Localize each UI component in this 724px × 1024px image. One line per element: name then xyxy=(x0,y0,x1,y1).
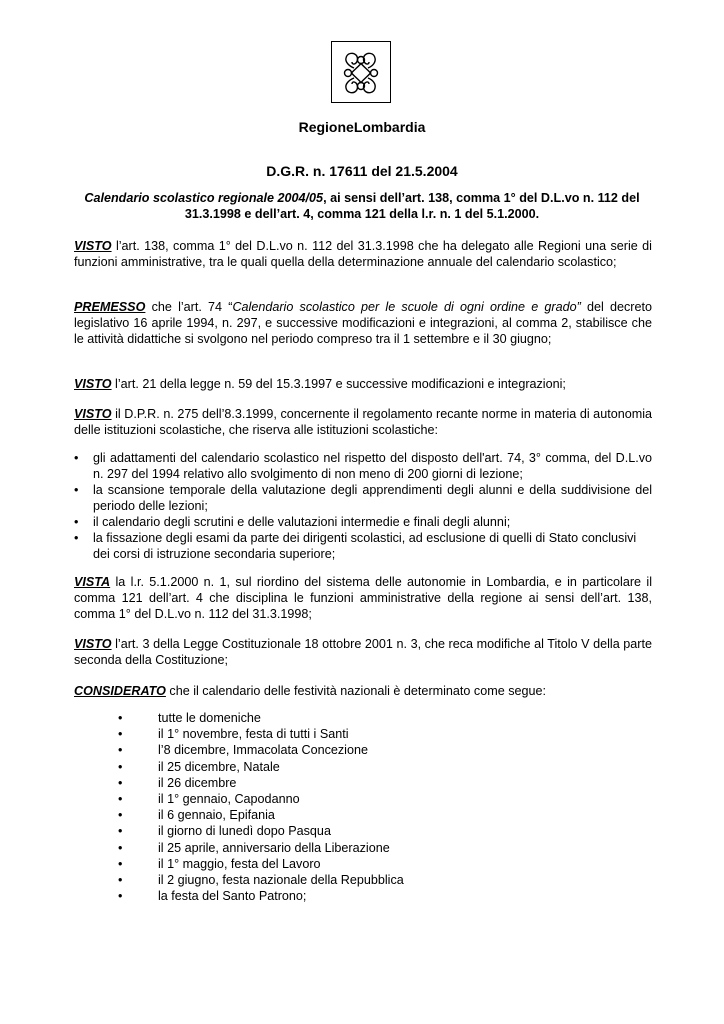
holiday-item xyxy=(118,840,618,856)
bullet: • xyxy=(118,727,123,742)
paragraph-text: la l.r. 5.1.2000 n. 1, sul riordino del sistema delle autonomie in Lombardia, e in particolare il comma 121 dell’art. 4 che disciplina le funzioni amministrative della regione ai sensi dell’art. 138, comma 1° del D.L.vo n. 112 del 31.3.1998; xyxy=(74,575,652,621)
bullet: • xyxy=(118,873,123,888)
paragraph-keyword: VISTO xyxy=(74,377,112,391)
list-item-text: la fissazione degli esami da parte dei dirigenti scolastici, ad esclusione di quelli di Stato conclusivi dei corsi di istruzione secondaria superiore; xyxy=(93,531,637,561)
holiday-text: tutte le domeniche xyxy=(158,711,261,725)
paragraph-considerato xyxy=(74,683,652,699)
paragraph-keyword: VISTO xyxy=(74,239,112,253)
paragraph-premesso xyxy=(74,299,652,347)
holiday-item xyxy=(118,775,618,791)
bullet: • xyxy=(118,711,123,725)
document-subject xyxy=(78,190,646,222)
holiday-item xyxy=(118,807,618,823)
paragraph-keyword: VISTO xyxy=(74,637,112,651)
holiday-text: la festa del Santo Patrono; xyxy=(158,889,307,904)
bullet: • xyxy=(118,856,123,871)
bullet: • xyxy=(118,759,123,774)
list-item-text: la scansione temporale della valutazione degli apprendimenti degli alunni e della suddivisione del periodo delle lezioni; xyxy=(93,483,652,513)
holiday-item xyxy=(118,856,618,872)
bullet: • xyxy=(74,531,79,545)
bullet: • xyxy=(74,515,79,529)
paragraph-keyword: PREMESSO xyxy=(74,300,146,314)
paragraph-visto-2 xyxy=(74,376,652,392)
paragraph-visto-1 xyxy=(74,238,652,270)
list-item-text: gli adattamenti del calendario scolastico nel rispetto del disposto dell'art. 74, 3° comma, del D.L.vo n. 297 del 1994 relativo allo svolgimento di non meno di 200 giorni di lezione; xyxy=(93,451,652,481)
bullet: • xyxy=(118,824,123,839)
holiday-item xyxy=(118,823,618,839)
paragraph-text: che il calendario delle festività nazionali è determinato come segue: xyxy=(165,684,547,698)
paragraph-italic: Calendario scolastico per le scuole di ogni ordine e grado” xyxy=(232,300,581,314)
holiday-item xyxy=(118,759,618,775)
paragraph-visto-3 xyxy=(74,406,652,438)
list-item xyxy=(74,530,652,562)
holiday-item xyxy=(118,872,618,888)
paragraph-keyword: VISTA xyxy=(74,575,111,589)
paragraph-text: del decreto legislativo 16 aprile 1994, n. 297, e successive modificazioni e integrazioni, al comma 2, stabilisce che le attività didattiche si svolgono nel periodo compreso tra il 1 settembre e il 30 giugno; xyxy=(74,300,653,346)
holiday-text: il 2 giugno, festa nazionale della Repubblica xyxy=(158,873,404,888)
list-item xyxy=(74,482,652,514)
holiday-text: il 25 dicembre, Natale xyxy=(158,759,280,774)
subject-italic: Calendario scolastico regionale 2004/05 xyxy=(84,191,324,205)
paragraph-keyword: VISTO xyxy=(74,407,112,421)
bullet: • xyxy=(118,792,123,807)
paragraph-text: che l’art. 74 “ xyxy=(145,300,233,314)
list-item xyxy=(74,450,652,482)
holiday-text: il 1° gennaio, Capodanno xyxy=(158,792,300,807)
bullet: • xyxy=(118,840,123,855)
dgr-title: D.G.R. n. 17611 del 21.5.2004 xyxy=(266,163,458,179)
list-item-text: il calendario degli scrutini e delle valutazioni intermedie e finali degli alunni; xyxy=(93,515,511,529)
holiday-text: il giorno di lunedì dopo Pasqua xyxy=(158,824,331,839)
paragraph-vista xyxy=(74,574,652,622)
holidays-list xyxy=(118,710,618,904)
holiday-item xyxy=(118,888,618,904)
list-item xyxy=(74,514,652,530)
bullet: • xyxy=(118,808,123,823)
holiday-text: il 1° novembre, festa di tutti i Santi xyxy=(158,727,349,742)
paragraph-visto-4 xyxy=(74,636,652,668)
rosa-camuna-icon xyxy=(332,42,392,104)
holiday-text: l’8 dicembre, Immacolata Concezione xyxy=(158,743,368,758)
bullet: • xyxy=(118,889,123,904)
holiday-text: il 26 dicembre xyxy=(158,775,237,790)
holiday-text: il 1° maggio, festa del Lavoro xyxy=(158,856,321,871)
bullet: • xyxy=(118,775,123,790)
bullet: • xyxy=(118,743,123,758)
reserved-functions-list xyxy=(74,450,652,562)
paragraph-text: l’art. 3 della Legge Costituzionale 18 ottobre 2001 n. 3, che reca modifiche al Titolo V della parte seconda della Costituzione; xyxy=(74,637,652,667)
rosa-camuna-logo xyxy=(331,41,391,103)
subject-rest: , ai sensi dell’art. 138, comma 1° del D.L.vo n. 112 del 31.3.1998 e dell’art. 4, comma 121 della l.r. n. 1 del 5.1.2000. xyxy=(184,191,640,221)
organization-name: RegioneLombardia xyxy=(298,119,426,135)
holiday-item xyxy=(118,742,618,758)
bullet: • xyxy=(74,451,79,465)
paragraph-keyword: CONSIDERATO xyxy=(74,684,166,698)
paragraph-text: l’art. 21 della legge n. 59 del 15.3.1997 e successive modificazioni e integrazioni; xyxy=(111,377,566,391)
holiday-text: il 25 aprile, anniversario della Liberazione xyxy=(158,840,390,855)
paragraph-text: l’art. 138, comma 1° del D.L.vo n. 112 del 31.3.1998 che ha delegato alle Regioni una serie di funzioni amministrative, tra le quali quella della determinazione annuale del calendario scolastico; xyxy=(74,239,652,269)
holiday-item xyxy=(118,710,618,726)
paragraph-text: il D.P.R. n. 275 dell’8.3.1999, concernente il regolamento recante norme in materia di autonomia delle istituzioni scolastiche, che riserva alle istituzioni scolastiche: xyxy=(74,407,652,437)
holiday-item xyxy=(118,791,618,807)
holiday-item xyxy=(118,726,618,742)
bullet: • xyxy=(74,483,79,497)
holiday-text: il 6 gennaio, Epifania xyxy=(158,808,275,823)
